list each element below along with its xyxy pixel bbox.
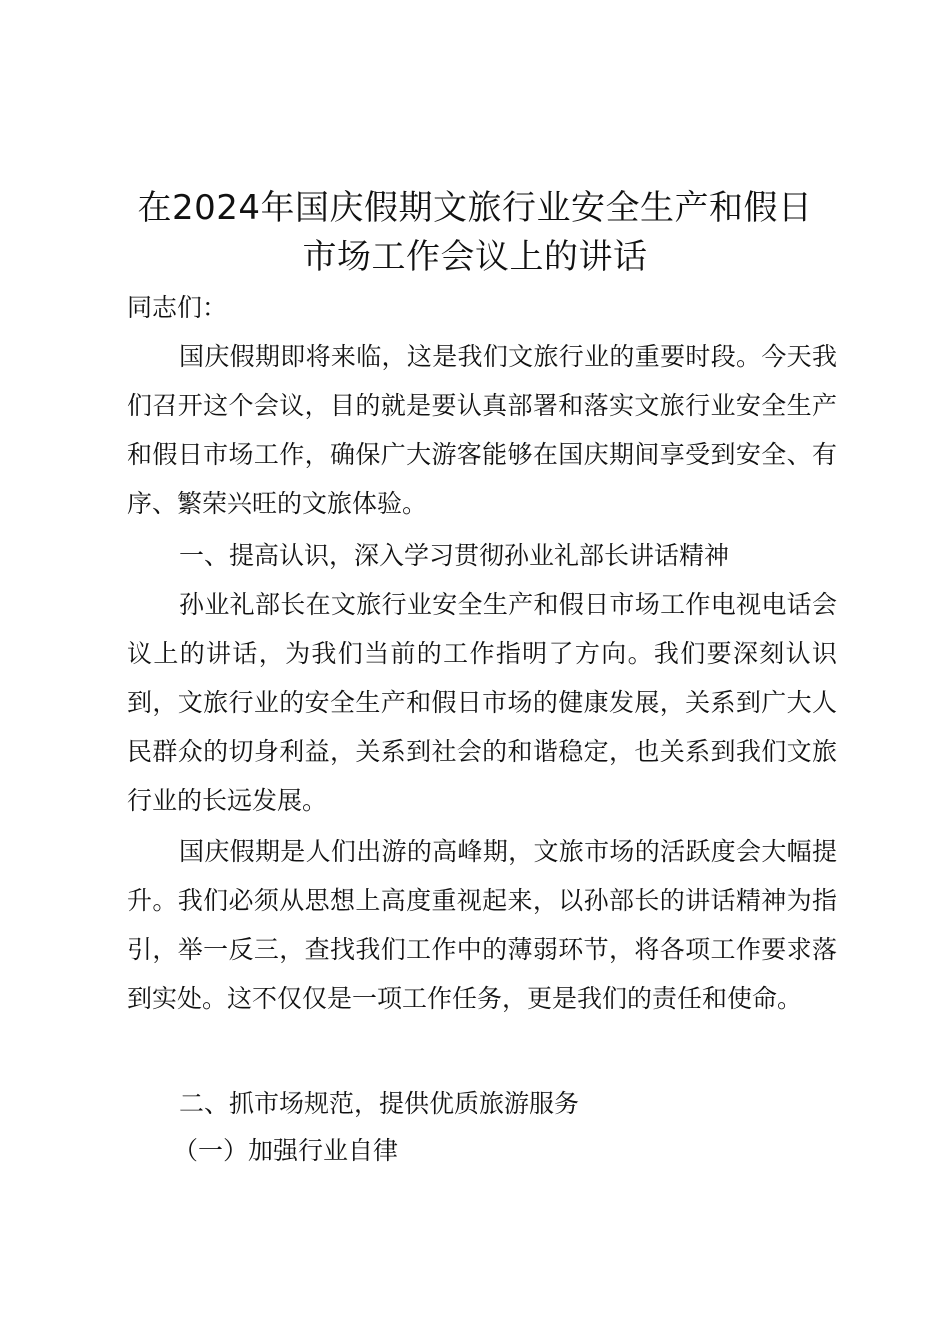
document-title-line-2: 市场工作会议上的讲话 — [302, 237, 648, 277]
paragraph-section-1-b: 国庆假期是人们出游的高峰期，文旅市场的活跃度会大幅提升。我们必须从思想上高度重视起来，以孙部长的讲话精神为指引，举一反三，查找我们工作中的薄弱环节，将各项工作要求落到实处。这不仅仅是一项工作任务，更是我们的责任和使命。 — [127, 837, 837, 1013]
paragraph-intro: 国庆假期即将来临，这是我们文旅行业的重要时段。今天我们召开这个会议，目的就是要认真部署和落实文旅行业安全生产和假日市场工作，确保广大游客能够在国庆期间享受到安全、有序、繁荣兴旺的文旅体验。 — [127, 342, 837, 518]
paragraph-section-1-a: 孙业礼部长在文旅行业安全生产和假日市场工作电视电话会议上的讲话，为我们当前的工作指明了方向。我们要深刻认识到，文旅行业的安全生产和假日市场的健康发展，关系到广大人民群众的切身利益，关系到社会的和谐稳定，也关系到我们文旅行业的长远发展。 — [127, 590, 837, 815]
subsection-heading-1: （一）加强行业自律 — [173, 1136, 399, 1165]
section-heading-2: 二、抓市场规范，提供优质旅游服务 — [179, 1089, 580, 1118]
salutation: 同志们： — [127, 293, 228, 322]
document-title-line-1: 在2024年国庆假期文旅行业安全生产和假日 — [137, 188, 813, 228]
section-heading-1: 一、提高认识，深入学习贯彻孙业礼部长讲话精神 — [179, 541, 730, 570]
